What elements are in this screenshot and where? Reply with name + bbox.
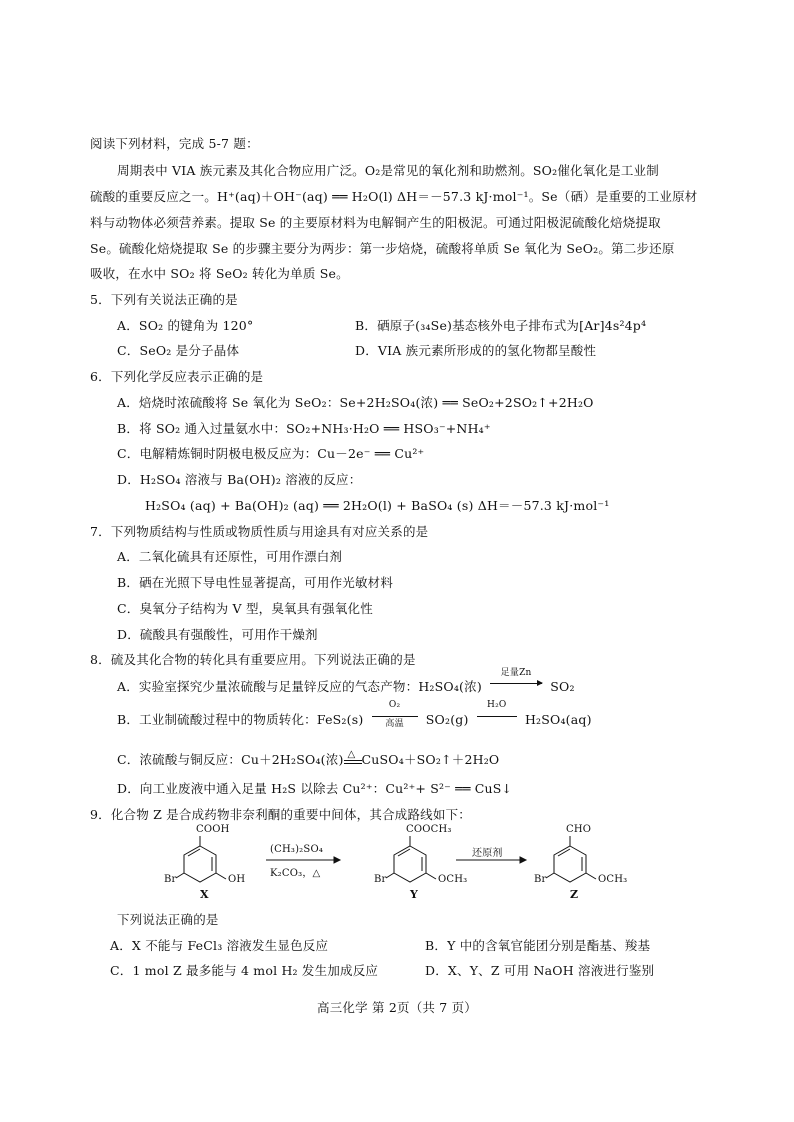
- heat-equals-sign: [344, 752, 362, 766]
- q8-a-reactant: A．实验室探究少量浓硫酸与足量锌反应的气态产物：H₂SO₄(浓): [117, 679, 482, 694]
- q8-option-d: D．向工业废液中通入足量 H₂S 以除去 Cu²⁺：Cu²⁺+ S²⁻ ══ CuS↓: [117, 781, 513, 796]
- q8-a-arrow: [490, 668, 542, 688]
- x-hydroxyl-group: OH: [228, 874, 246, 885]
- q8-option-b: [117, 700, 592, 729]
- x-carboxyl-group: COOH: [196, 824, 230, 835]
- arrow-2-reagent: 还原剂: [472, 848, 503, 859]
- q7-stem: 7．下列物质结构与性质或物质性质与用途具有对应关系的是: [90, 524, 429, 539]
- q8-c-reactant: C．浓硫酸与铜反应：Cu＋2H₂SO₄(浓): [117, 752, 344, 767]
- synthesis-scheme: [150, 824, 670, 901]
- q6-option-d-equation: H₂SO₄ (aq) + Ba(OH)₂ (aq) ══ 2H₂O(l) + BaSO₄ (s) ΔH＝－57.3 kJ·mol⁻¹: [145, 498, 610, 513]
- q8-b-reactant: B．工业制硫酸过程中的物质转化：FeS₂(s): [117, 712, 364, 727]
- q7-option-d: D．硫酸具有强酸性，可用作干燥剂: [117, 627, 318, 642]
- page-footer: 高三化学 第 2页（共 7 页）: [317, 1000, 477, 1015]
- material-line-4: Se。硫酸化焙烧提取 Se 的步骤主要分为两步：第一步焙烧，硫酸将单质 Se 氧化为 SeO₂。第二步还原: [90, 241, 675, 256]
- q8-c-product: CuSO₄＋SO₂↑＋2H₂O: [361, 752, 500, 767]
- arrow-1-reagent: (CH₃)₂SO₄: [270, 844, 324, 855]
- q8-a-product: SO₂: [550, 679, 575, 694]
- q8-b-arrow-1: [372, 700, 418, 729]
- material-heading: 阅读下列材料，完成 5-7 题：: [90, 136, 259, 151]
- q9-option-c: C．1 mol Z 最多能与 4 mol H₂ 发生加成反应: [110, 963, 379, 978]
- z-label: Z: [570, 888, 579, 901]
- q8-stem: 8．硫及其化合物的转化具有重要应用。下列说法正确的是: [90, 652, 416, 667]
- q5-option-c: C．SeO₂ 是分子晶体: [117, 343, 240, 358]
- q8-option-a: [117, 668, 575, 695]
- q9-option-a: A．X 不能与 FeCl₃ 溶液发生显色反应: [110, 938, 329, 953]
- q9-option-d: D．X、Y、Z 可用 NaOH 溶液进行鉴别: [425, 963, 655, 978]
- x-label: X: [200, 888, 209, 901]
- q7-option-c: C．臭氧分子结构为 V 型，臭氧具有强氧化性: [117, 601, 373, 616]
- q9-sub-stem: 下列说法正确的是: [117, 912, 219, 927]
- q8-b-arrow-2: [477, 700, 517, 721]
- y-methoxy-group: OCH₃: [438, 874, 468, 885]
- q6-option-a: A．焙烧时浓硫酸将 Se 氧化为 SeO₂：Se+2H₂SO₄(浓) ══ SeO₂+2SO₂↑+2H₂O: [117, 395, 594, 410]
- material-line-1: 周期表中 VIA 族元素及其化合物应用广泛。O₂是常见的氧化剂和助燃剂。SO₂催化氧化是工业制: [117, 163, 659, 178]
- q9-stem: 9．化合物 Z 是合成药物非奈利酮的重要中间体，其合成路线如下：: [90, 807, 471, 822]
- q6-option-c: C．电解精炼铜时阴极电极反应为：Cu－2e⁻ ══ Cu²⁺: [117, 446, 425, 461]
- molecule-z-ring: [546, 836, 596, 882]
- q7-option-b: B．硒在光照下导电性显著提高，可用作光敏材料: [117, 575, 394, 590]
- q9-option-b: B．Y 中的含氧官能团分别是酯基、羧基: [425, 938, 651, 953]
- y-label: Y: [410, 888, 419, 901]
- q8-b-product: H₂SO₄(aq): [524, 712, 592, 727]
- z-aldehyde-group: CHO: [566, 824, 592, 835]
- q8-b-arrow-1-bottom: 高温: [385, 719, 404, 729]
- reaction-arrow-1: [266, 857, 340, 863]
- q8-option-c: [117, 752, 499, 768]
- q5-option-a: A．SO₂ 的键角为 120°: [117, 318, 254, 333]
- q8-b-arrow-1-top: O₂: [388, 700, 401, 710]
- material-line-5: 吸收，在水中 SO₂ 将 SeO₂ 转化为单质 Se。: [90, 266, 349, 281]
- q7-option-a: A．二氧化硫具有还原性，可用作漂白剂: [117, 549, 343, 564]
- z-bromo-group: Br: [534, 874, 547, 885]
- q8-b-intermediate: SO₂(g): [425, 712, 469, 727]
- q5-option-d: D．VIA 族元素所形成的的氢化物都呈酸性: [355, 343, 597, 358]
- arrow-1-conditions: K₂CO₃，△: [270, 868, 321, 879]
- molecule-x-ring: [176, 836, 226, 882]
- q6-option-d: D．H₂SO₄ 溶液与 Ba(OH)₂ 溶液的反应：: [117, 472, 362, 487]
- material-line-3: 料与动物体必须营养素。提取 Se 的主要原材料为电解铜产生的阳极泥。可通过阳极泥硫酸化焙烧提取: [90, 215, 661, 230]
- molecule-y-ring: [386, 836, 436, 882]
- q6-stem: 6．下列化学反应表示正确的是: [90, 369, 264, 384]
- y-ester-group: COOCH₃: [406, 824, 452, 835]
- y-bromo-group: Br: [374, 874, 387, 885]
- x-bromo-group: Br: [164, 874, 177, 885]
- q8-b-arrow-2-top: H₂O: [487, 700, 507, 710]
- q5-stem: 5．下列有关说法正确的是: [90, 292, 238, 307]
- q6-option-b: B．将 SO₂ 通入过量氨水中：SO₂+NH₃·H₂O ══ HSO₃⁻+NH₄⁺: [117, 421, 491, 436]
- material-line-2: 硫酸的重要反应之一。H⁺(aq)＋OH⁻(aq) ══ H₂O(l) ΔH＝－57.3 kJ·mol⁻¹。Se（硒）是重要的工业原材: [90, 189, 698, 204]
- q5-option-b: B．硒原子(₃₄Se)基态核外电子排布式为[Ar]4s²4p⁴: [355, 318, 647, 333]
- q8-a-arrow-label: 足量Zn: [500, 668, 532, 678]
- z-methoxy-group: OCH₃: [598, 874, 628, 885]
